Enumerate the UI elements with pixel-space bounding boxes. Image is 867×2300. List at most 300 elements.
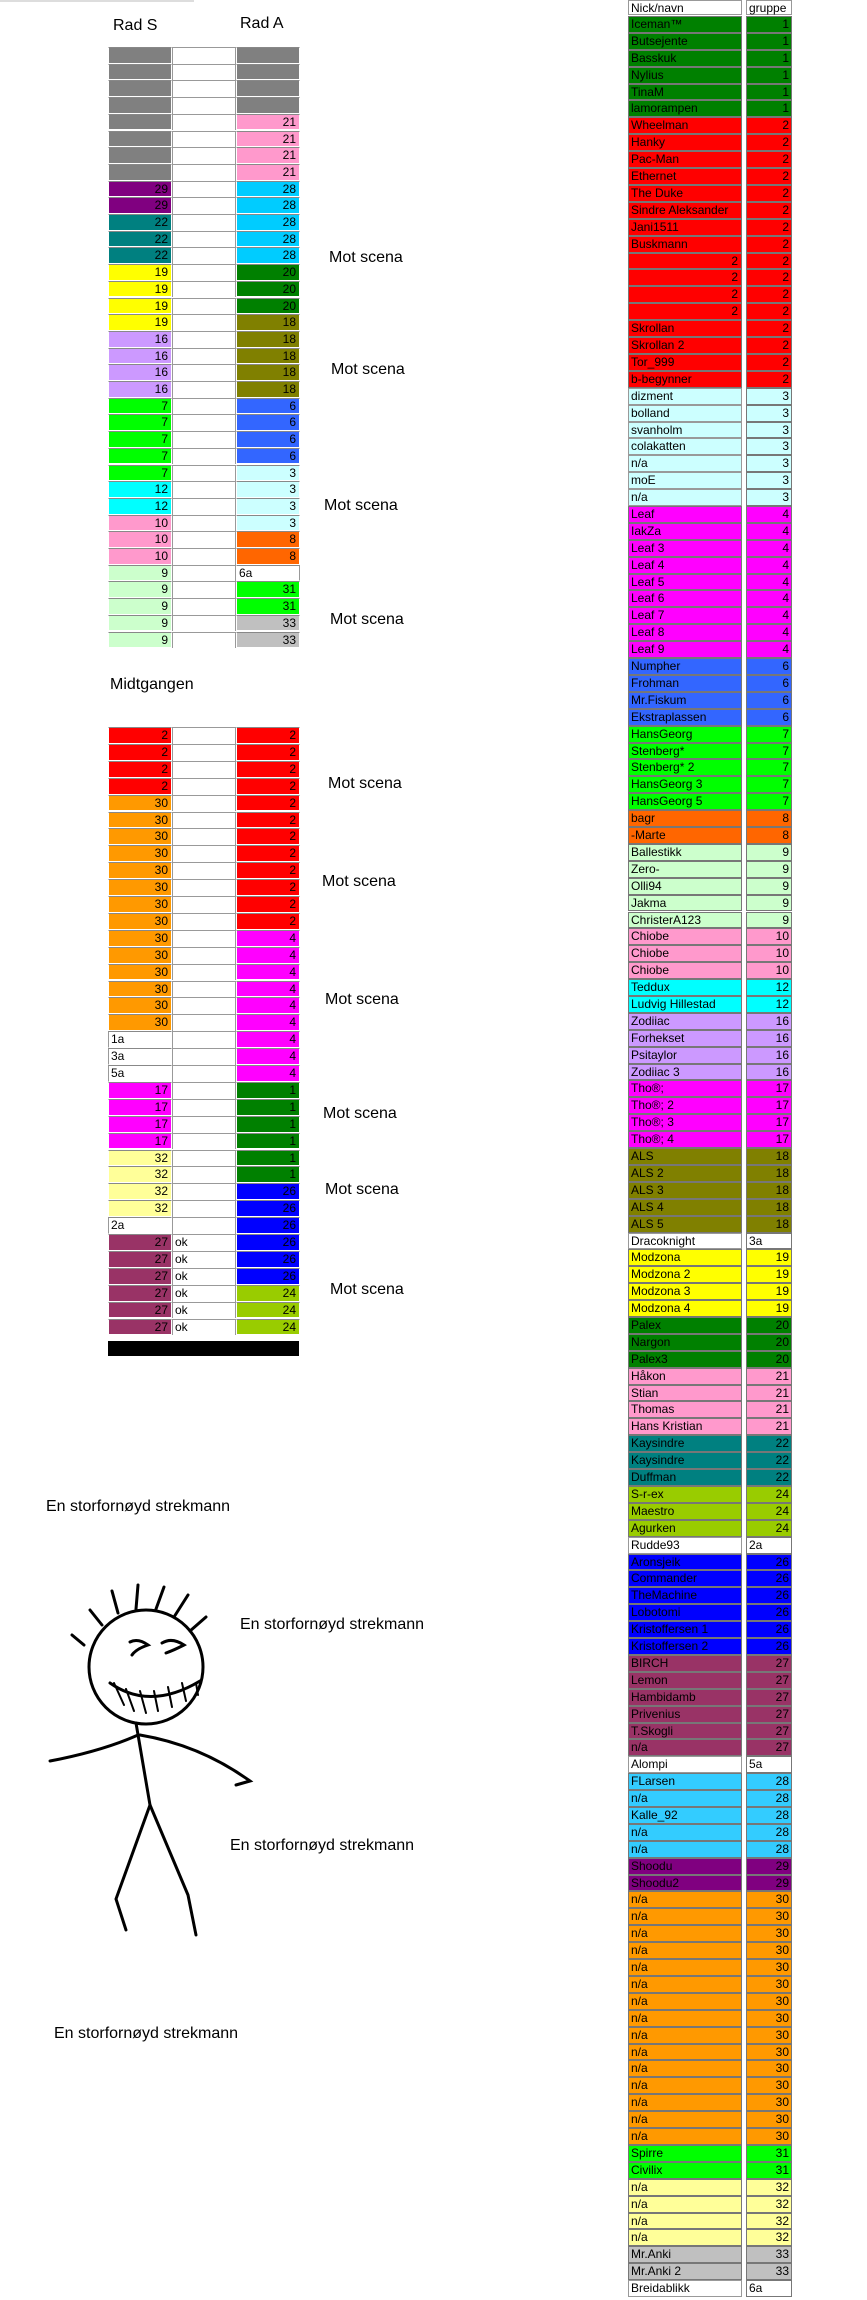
group-cell: 21 — [746, 1401, 792, 1418]
seat-s: 2a — [108, 1217, 172, 1234]
seat-a: 1 — [236, 1082, 300, 1099]
group-cell: 2 — [746, 185, 792, 202]
group-cell: 31 — [746, 2145, 792, 2162]
strekmann-caption: En storfornøyd strekmann — [46, 1498, 231, 1515]
group-cell: 8 — [746, 827, 792, 844]
group-cell: 2 — [746, 354, 792, 371]
seat-middle — [172, 1150, 236, 1167]
group-cell: 18 — [746, 1216, 792, 1233]
seat-middle — [172, 1048, 236, 1065]
group-cell: 20 — [746, 1351, 792, 1368]
nick-cell: Butsejente — [628, 33, 742, 50]
group-cell: 27 — [746, 1739, 792, 1756]
nick-cell: Leaf — [628, 506, 742, 523]
seat-middle — [172, 498, 236, 515]
seat-a: 6 — [236, 414, 300, 431]
nick-cell: n/a — [628, 1841, 742, 1858]
group-cell: 19 — [746, 1249, 792, 1266]
nick-cell: TinaM — [628, 84, 742, 101]
seat-middle: ok — [172, 1302, 236, 1319]
nick-cell: Jakma — [628, 895, 742, 912]
seat-middle — [172, 80, 236, 97]
nick-cell: Thomas — [628, 1401, 742, 1418]
mot-scena-label: Mot scena — [322, 873, 396, 890]
seat-middle — [172, 231, 236, 248]
nick-cell: Ethernet — [628, 168, 742, 185]
seat-middle — [172, 414, 236, 431]
nick-cell: Hanky — [628, 134, 742, 151]
seat-s — [108, 47, 172, 64]
seat-s: 19 — [108, 264, 172, 281]
seat-middle — [172, 1065, 236, 1082]
seat-s: 27 — [108, 1302, 172, 1319]
seat-a: 2 — [236, 778, 300, 795]
seat-s: 17 — [108, 1082, 172, 1099]
nick-cell: n/a — [628, 1790, 742, 1807]
seat-s: 9 — [108, 632, 172, 649]
seat-middle — [172, 1133, 236, 1150]
group-cell: 3 — [746, 405, 792, 422]
strekmann-caption: En storfornøyd strekmann — [54, 2025, 239, 2042]
nick-cell: Dracoknight — [628, 1233, 742, 1250]
group-cell: 30 — [746, 1942, 792, 1959]
seat-a: 4 — [236, 947, 300, 964]
nick-cell: ALS 5 — [628, 1216, 742, 1233]
seat-a — [236, 80, 300, 97]
mot-scena-label: Mot scena — [331, 361, 405, 378]
group-cell: 2 — [746, 269, 792, 286]
seat-s: 30 — [108, 862, 172, 879]
nick-cell: FLarsen — [628, 1773, 742, 1790]
seat-s: 30 — [108, 845, 172, 862]
nick-cell: Kaysindre — [628, 1452, 742, 1469]
nick-cell: Mr.Anki 2 — [628, 2263, 742, 2280]
nick-cell: Palex3 — [628, 1351, 742, 1368]
seat-s: 29 — [108, 197, 172, 214]
seat-middle — [172, 1099, 236, 1116]
seat-s: 19 — [108, 298, 172, 315]
seat-s — [108, 64, 172, 81]
mot-scena-label: Mot scena — [325, 1181, 399, 1198]
group-cell: 21 — [746, 1368, 792, 1385]
nick-cell: bolland — [628, 405, 742, 422]
group-cell: 24 — [746, 1486, 792, 1503]
nick-cell: Mr.Fiskum — [628, 692, 742, 709]
nick-cell: ALS 3 — [628, 1182, 742, 1199]
seat-a: 4 — [236, 981, 300, 998]
group-cell: 30 — [746, 1891, 792, 1908]
seat-a: 21 — [236, 164, 300, 181]
group-cell: 9 — [746, 878, 792, 895]
seat-a: 18 — [236, 364, 300, 381]
nick-cell: n/a — [628, 2111, 742, 2128]
seat-a: 31 — [236, 598, 300, 615]
nick-cell: Iceman™ — [628, 16, 742, 33]
group-cell: 26 — [746, 1638, 792, 1655]
nick-cell: n/a — [628, 2179, 742, 2196]
group-cell: 19 — [746, 1300, 792, 1317]
nick-cell: Tho®; 2 — [628, 1097, 742, 1114]
seat-s: 30 — [108, 997, 172, 1014]
stick-figure-head — [89, 1610, 203, 1724]
seat-a: 6a — [236, 565, 300, 582]
seat-middle — [172, 615, 236, 632]
seat-middle — [172, 913, 236, 930]
nick-cell: Leaf 9 — [628, 641, 742, 658]
group-cell: 4 — [746, 557, 792, 574]
nick-header: Nick/navn — [628, 0, 742, 15]
seat-s: 12 — [108, 498, 172, 515]
seat-a: 28 — [236, 181, 300, 198]
seat-s — [108, 80, 172, 97]
group-cell: 30 — [746, 2060, 792, 2077]
nick-cell: n/a — [628, 1976, 742, 1993]
nick-cell: Psitaylor — [628, 1047, 742, 1064]
group-cell: 27 — [746, 1672, 792, 1689]
nick-cell: IakZa — [628, 523, 742, 540]
nick-cell: Shoodu — [628, 1858, 742, 1875]
group-cell: 17 — [746, 1097, 792, 1114]
nick-cell: Basskuk — [628, 50, 742, 67]
nick-cell: colakatten — [628, 438, 742, 455]
seat-s: 5a — [108, 1065, 172, 1082]
seat-a: 2 — [236, 761, 300, 778]
nick-cell: Lobotomi — [628, 1604, 742, 1621]
seat-s — [108, 147, 172, 164]
group-cell: 7 — [746, 776, 792, 793]
nick-cell: Agurken — [628, 1520, 742, 1537]
row-s-header: Rad S — [113, 17, 158, 34]
seat-middle — [172, 565, 236, 582]
seat-a: 4 — [236, 1031, 300, 1048]
nick-cell: Lemon — [628, 1672, 742, 1689]
nick-cell: Tor_999 — [628, 354, 742, 371]
seat-middle — [172, 314, 236, 331]
seat-s: 32 — [108, 1183, 172, 1200]
seat-a: 33 — [236, 615, 300, 632]
seat-s: 1a — [108, 1031, 172, 1048]
nick-cell: n/a — [628, 489, 742, 506]
seat-s: 16 — [108, 364, 172, 381]
seat-a: 24 — [236, 1302, 300, 1319]
seat-a: 26 — [236, 1217, 300, 1234]
seat-middle — [172, 398, 236, 415]
nick-cell: n/a — [628, 2229, 742, 2246]
nick-cell: svanholm — [628, 422, 742, 439]
group-cell: 6a — [746, 2280, 792, 2297]
nick-cell: Aronsjeik — [628, 1554, 742, 1571]
seat-middle — [172, 1217, 236, 1234]
nick-cell: ALS 4 — [628, 1199, 742, 1216]
group-cell: 30 — [746, 1959, 792, 1976]
nick-cell: TheMachine — [628, 1587, 742, 1604]
seat-s: 30 — [108, 828, 172, 845]
nick-cell: Leaf 3 — [628, 540, 742, 557]
seat-a: 4 — [236, 964, 300, 981]
nick-cell: ALS 2 — [628, 1165, 742, 1182]
seat-middle — [172, 1014, 236, 1031]
nick-cell: Skrollan 2 — [628, 337, 742, 354]
seat-a: 28 — [236, 247, 300, 264]
group-cell: 28 — [746, 1790, 792, 1807]
nick-cell: n/a — [628, 2060, 742, 2077]
group-cell: 2 — [746, 117, 792, 134]
seat-a: 1 — [236, 1116, 300, 1133]
group-cell: 4 — [746, 607, 792, 624]
group-cell: 1 — [746, 100, 792, 117]
seat-a — [236, 47, 300, 64]
seat-middle — [172, 997, 236, 1014]
nick-cell: Håkon — [628, 1368, 742, 1385]
seat-a: 3 — [236, 515, 300, 532]
nick-cell: moE — [628, 472, 742, 489]
seat-middle — [172, 632, 236, 649]
group-cell: 28 — [746, 1773, 792, 1790]
nick-cell: Wheelman — [628, 117, 742, 134]
nick-cell: Modzona — [628, 1249, 742, 1266]
nick-cell: Chiobe — [628, 945, 742, 962]
seat-s: 9 — [108, 615, 172, 632]
nick-cell: Kalle_92 — [628, 1807, 742, 1824]
nick-cell: Leaf 8 — [628, 624, 742, 641]
seat-a: 18 — [236, 331, 300, 348]
seat-s: 22 — [108, 247, 172, 264]
group-cell: 28 — [746, 1824, 792, 1841]
grid-bottom-bar — [108, 1341, 299, 1356]
group-cell: 32 — [746, 2179, 792, 2196]
nick-cell: b-begynner — [628, 371, 742, 388]
group-cell: 9 — [746, 912, 792, 929]
group-cell: 27 — [746, 1655, 792, 1672]
group-cell: 8 — [746, 810, 792, 827]
seat-s: 16 — [108, 381, 172, 398]
seat-s: 22 — [108, 231, 172, 248]
group-cell: 4 — [746, 523, 792, 540]
seat-s: 9 — [108, 565, 172, 582]
seat-s — [108, 97, 172, 114]
group-cell: 19 — [746, 1283, 792, 1300]
nick-cell: n/a — [628, 1739, 742, 1756]
seat-a: 3 — [236, 481, 300, 498]
seat-a: 2 — [236, 744, 300, 761]
group-cell: 6 — [746, 692, 792, 709]
nick-cell: 2 — [628, 253, 742, 270]
nick-cell: Tho®; 4 — [628, 1131, 742, 1148]
group-cell: 18 — [746, 1199, 792, 1216]
seat-a: 2 — [236, 812, 300, 829]
group-cell: 1 — [746, 33, 792, 50]
seat-a: 20 — [236, 298, 300, 315]
stick-figure-drawing — [40, 1565, 320, 1985]
seat-s: 32 — [108, 1150, 172, 1167]
group-cell: 7 — [746, 726, 792, 743]
group-cell: 18 — [746, 1148, 792, 1165]
mot-scena-label: Mot scena — [324, 497, 398, 514]
nick-cell: Ekstraplassen — [628, 709, 742, 726]
seat-s: 7 — [108, 465, 172, 482]
nick-cell: n/a — [628, 2027, 742, 2044]
seat-s: 30 — [108, 812, 172, 829]
group-cell: 2a — [746, 1537, 792, 1554]
group-cell: 27 — [746, 1706, 792, 1723]
group-cell: 2 — [746, 202, 792, 219]
nick-cell: Hans Kristian — [628, 1418, 742, 1435]
nick-cell: n/a — [628, 2196, 742, 2213]
seat-s: 7 — [108, 448, 172, 465]
nick-cell: n/a — [628, 2010, 742, 2027]
seat-middle — [172, 448, 236, 465]
group-cell: 2 — [746, 303, 792, 320]
seat-s: 30 — [108, 1014, 172, 1031]
group-cell: 10 — [746, 928, 792, 945]
seat-s: 27 — [108, 1234, 172, 1251]
nick-cell: Chiobe — [628, 928, 742, 945]
seat-a: 1 — [236, 1150, 300, 1167]
seat-a: 4 — [236, 1048, 300, 1065]
nick-cell: Leaf 7 — [628, 607, 742, 624]
row-a-header: Rad A — [240, 15, 284, 32]
group-cell: 20 — [746, 1334, 792, 1351]
group-cell: 1 — [746, 67, 792, 84]
nick-cell: 2 — [628, 303, 742, 320]
seat-middle: ok — [172, 1285, 236, 1302]
group-cell: 2 — [746, 253, 792, 270]
nick-cell: Zero- — [628, 861, 742, 878]
seat-a: 24 — [236, 1285, 300, 1302]
group-cell: 9 — [746, 895, 792, 912]
group-cell: 2 — [746, 337, 792, 354]
group-cell: 20 — [746, 1317, 792, 1334]
seat-a: 28 — [236, 231, 300, 248]
seat-middle: ok — [172, 1268, 236, 1285]
seat-a: 26 — [236, 1200, 300, 1217]
midtgangen-label: Midtgangen — [110, 676, 194, 693]
group-cell: 24 — [746, 1503, 792, 1520]
mot-scena-label: Mot scena — [328, 775, 402, 792]
nick-cell: Civilix — [628, 2162, 742, 2179]
seat-a: 26 — [236, 1234, 300, 1251]
seat-s: 32 — [108, 1166, 172, 1183]
seat-s: 7 — [108, 414, 172, 431]
seat-a — [236, 64, 300, 81]
group-cell: 22 — [746, 1435, 792, 1452]
nick-cell: HansGeorg 5 — [628, 793, 742, 810]
nick-cell: Tho®; 3 — [628, 1114, 742, 1131]
seat-middle — [172, 828, 236, 845]
group-cell: 26 — [746, 1570, 792, 1587]
nick-cell: Jani1511 — [628, 219, 742, 236]
seat-middle — [172, 97, 236, 114]
seat-a: 33 — [236, 632, 300, 649]
group-cell: 3 — [746, 388, 792, 405]
seat-s: 22 — [108, 214, 172, 231]
nick-cell: -Marte — [628, 827, 742, 844]
group-cell: 9 — [746, 844, 792, 861]
nick-cell: n/a — [628, 2094, 742, 2111]
seat-s: 2 — [108, 744, 172, 761]
seat-a: 26 — [236, 1268, 300, 1285]
seat-middle — [172, 947, 236, 964]
seat-a: 18 — [236, 381, 300, 398]
seat-a: 2 — [236, 845, 300, 862]
group-cell: 33 — [746, 2246, 792, 2263]
nick-cell: Kristoffersen 2 — [628, 1638, 742, 1655]
group-cell: 30 — [746, 2027, 792, 2044]
group-cell: 22 — [746, 1469, 792, 1486]
group-cell: 1 — [746, 50, 792, 67]
nick-cell: Stenberg* — [628, 743, 742, 760]
seat-middle — [172, 348, 236, 365]
group-cell: 3 — [746, 489, 792, 506]
nick-cell: Skrollan — [628, 320, 742, 337]
group-cell: 29 — [746, 1875, 792, 1892]
seat-s: 27 — [108, 1251, 172, 1268]
group-cell: 3 — [746, 472, 792, 489]
seat-s: 2 — [108, 761, 172, 778]
seat-s: 27 — [108, 1319, 172, 1336]
nick-cell: Privenius — [628, 1706, 742, 1723]
group-cell: 30 — [746, 1925, 792, 1942]
group-cell: 6 — [746, 658, 792, 675]
seat-middle — [172, 1082, 236, 1099]
seat-s: 10 — [108, 548, 172, 565]
nick-cell: n/a — [628, 2077, 742, 2094]
seat-s: 27 — [108, 1268, 172, 1285]
seat-s: 10 — [108, 515, 172, 532]
mot-scena-label: Mot scena — [329, 249, 403, 266]
nick-cell: Modzona 3 — [628, 1283, 742, 1300]
nick-cell: Stenberg* 2 — [628, 759, 742, 776]
group-cell: 31 — [746, 2162, 792, 2179]
seat-a: 20 — [236, 281, 300, 298]
group-cell: 17 — [746, 1114, 792, 1131]
group-cell: 10 — [746, 962, 792, 979]
seat-middle — [172, 761, 236, 778]
seat-a: 1 — [236, 1133, 300, 1150]
group-cell: 30 — [746, 2111, 792, 2128]
nick-cell: Frohman — [628, 675, 742, 692]
group-cell: 16 — [746, 1064, 792, 1081]
seat-middle — [172, 1183, 236, 1200]
nick-cell: Duffman — [628, 1469, 742, 1486]
group-cell: 3 — [746, 455, 792, 472]
seat-a: 8 — [236, 548, 300, 565]
seat-middle: ok — [172, 1234, 236, 1251]
group-cell: 6 — [746, 675, 792, 692]
strekmann-caption: En storfornøyd strekmann — [240, 1616, 425, 1633]
seat-middle — [172, 812, 236, 829]
seat-a: 6 — [236, 431, 300, 448]
nick-cell: n/a — [628, 1925, 742, 1942]
seat-middle — [172, 744, 236, 761]
nick-cell: Rudde93 — [628, 1537, 742, 1554]
nick-cell: Stian — [628, 1385, 742, 1402]
nick-cell: Alompi — [628, 1756, 742, 1773]
seat-a: 3 — [236, 465, 300, 482]
seat-middle — [172, 727, 236, 744]
seat-a: 20 — [236, 264, 300, 281]
group-cell: 30 — [746, 1993, 792, 2010]
seat-a: 31 — [236, 581, 300, 598]
mot-scena-label: Mot scena — [323, 1105, 397, 1122]
nick-cell: n/a — [628, 2213, 742, 2230]
seat-s: 9 — [108, 581, 172, 598]
seat-a: 2 — [236, 913, 300, 930]
group-cell: 30 — [746, 1908, 792, 1925]
seat-a: 21 — [236, 114, 300, 131]
group-cell: 32 — [746, 2213, 792, 2230]
seat-middle — [172, 1200, 236, 1217]
